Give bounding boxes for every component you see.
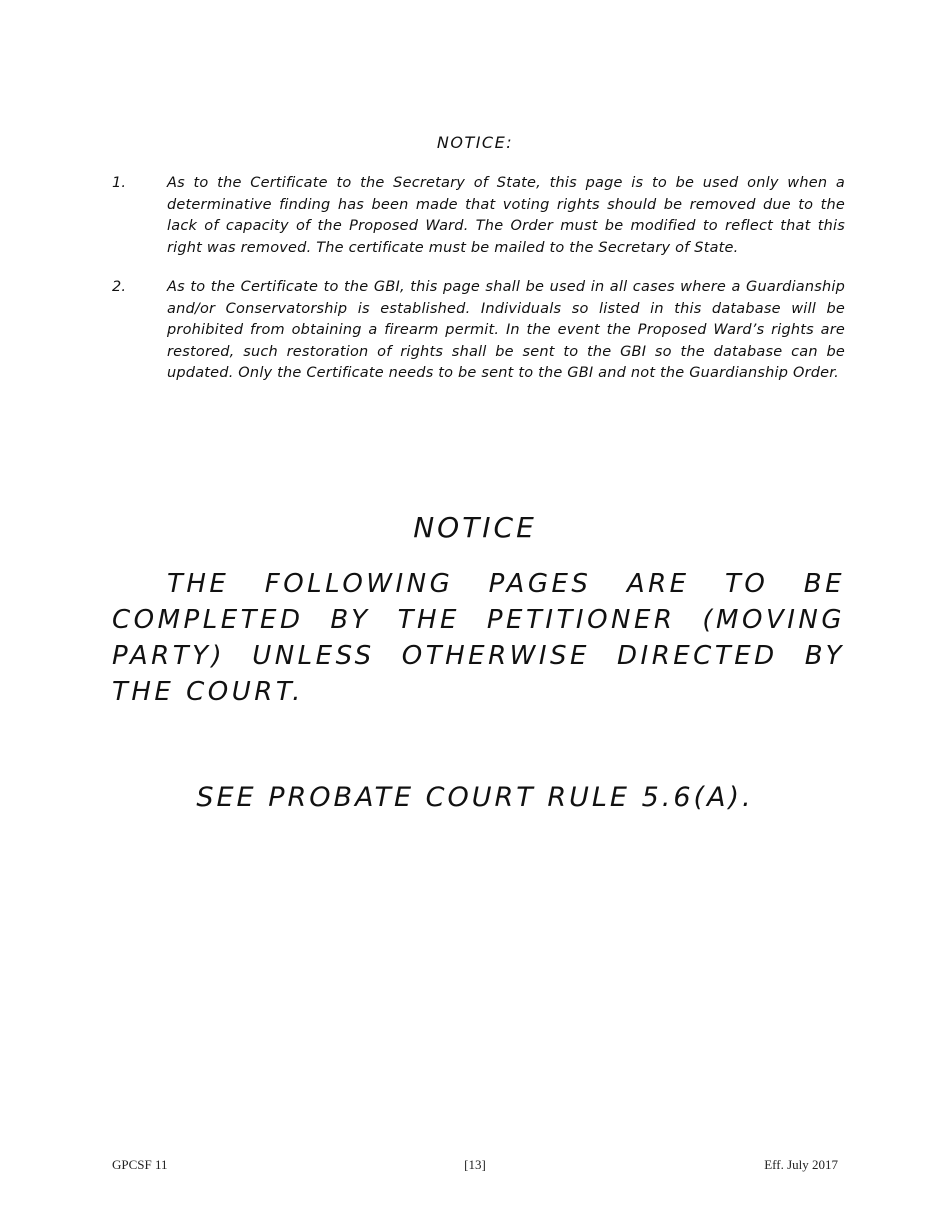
notice-item-1 <box>112 173 845 259</box>
item-number: 2. <box>112 279 127 295</box>
item-number: 1. <box>112 175 127 191</box>
notice-item-2 <box>112 277 845 385</box>
petitioner-notice-paragraph: THE FOLLOWING PAGES ARE TO BE COMPLETED BY THE PETITIONER (MOVING PARTY) UNLESS OTHERWISE DIRECTED BY THE COURT. <box>112 569 845 707</box>
footer-form-id: GPCSF 11 <box>112 1157 168 1172</box>
notice-title: NOTICE <box>413 511 537 544</box>
notice-heading: NOTICE: <box>436 133 514 152</box>
item-text: As to the Certificate to the Secretary of State, this page is to be used only when a determinative finding has been made that voting rights should be removed due to the lack of capacity of the Proposed Ward. The Order must be modified to reflect that this right was removed. The certificate must be mailed to the Secretary of State. <box>167 175 845 256</box>
probate-rule-reference: SEE PROBATE COURT RULE 5.6(A). <box>196 782 754 813</box>
footer-page-number: [13] <box>464 1157 486 1172</box>
item-text: As to the Certificate to the GBI, this page shall be used in all cases where a Guardianship and/or Conservatorship is established. Individuals so listed in this database will be prohibited from obtaining a firearm permit. In the event the Proposed Ward’s rights are restored, such restoration of rights shall be sent to the GBI so the database can be updated. Only the Certificate needs to be sent to the GBI and not the Guardianship Order. <box>167 279 845 381</box>
footer-effective-date: Eff. July 2017 <box>764 1157 838 1172</box>
